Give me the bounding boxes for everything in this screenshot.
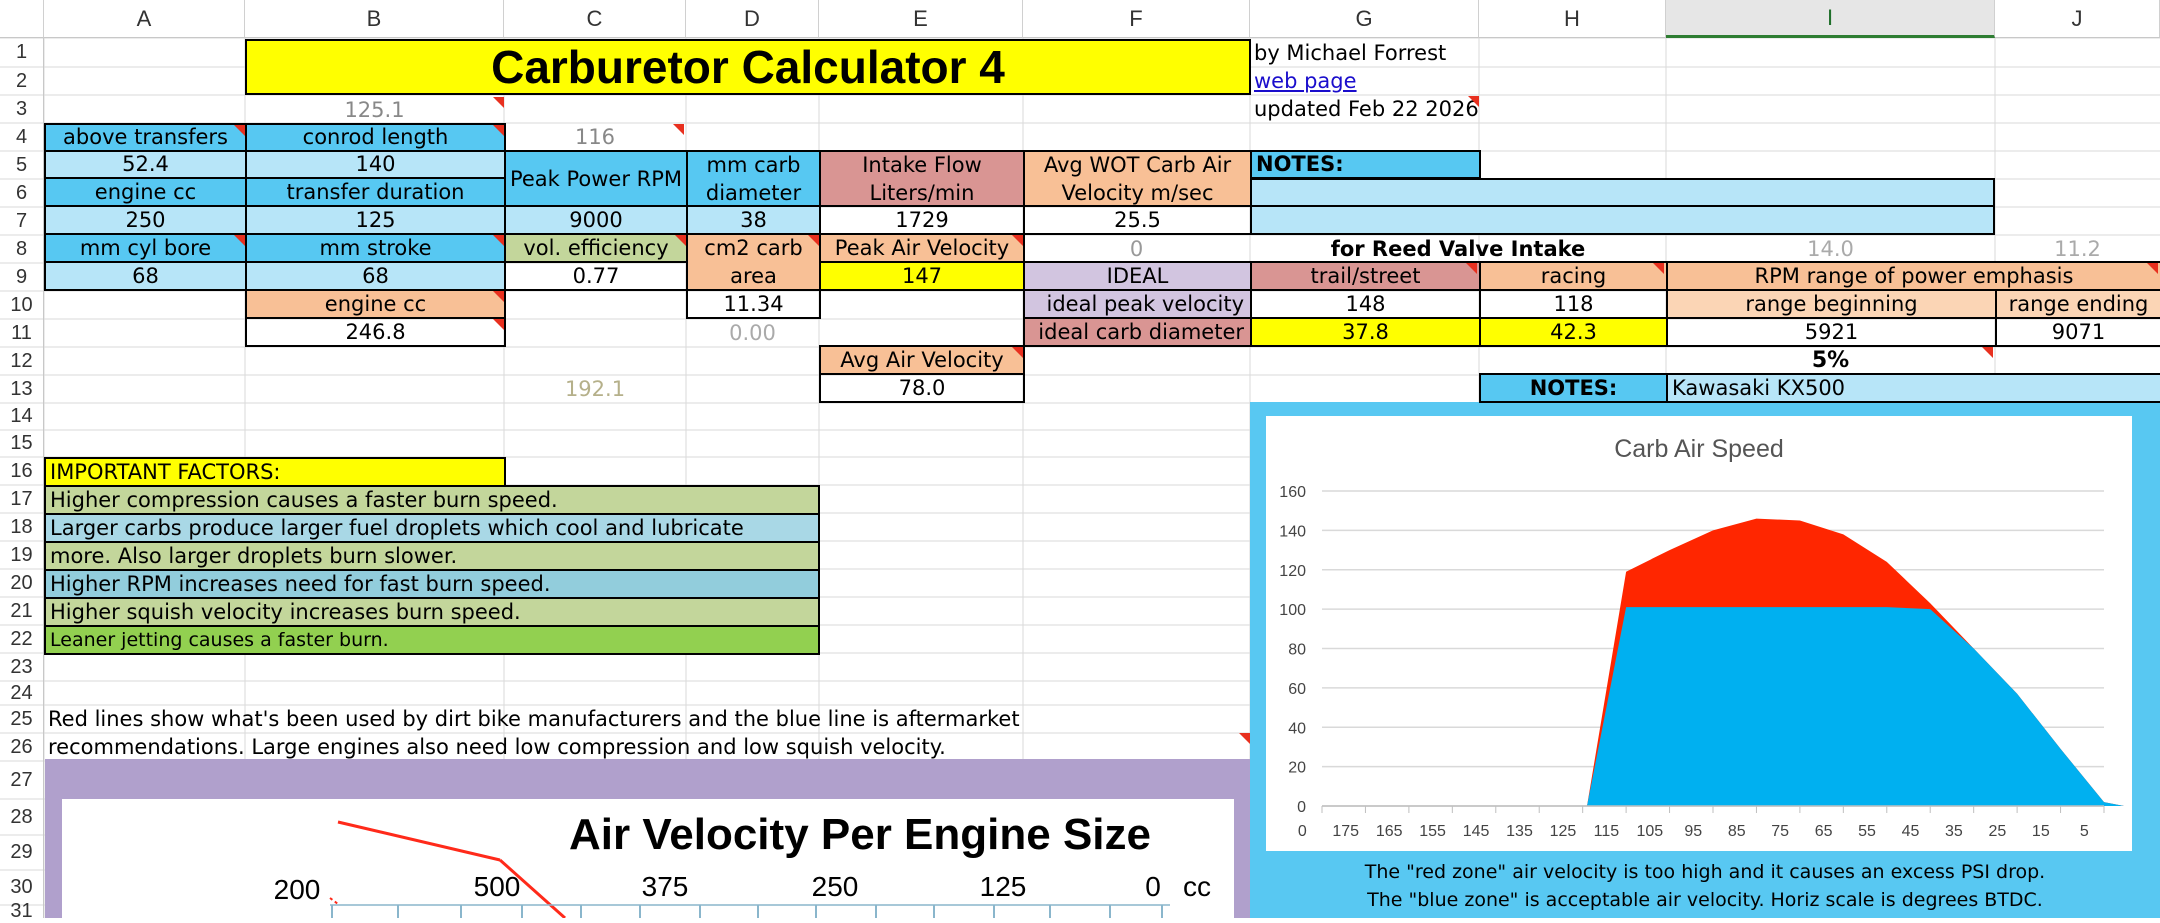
notes-value[interactable]: Kawasaki KX500 xyxy=(1666,373,2160,403)
label-ideal-peak-velocity: ideal peak velocity xyxy=(1023,289,1252,319)
row-header[interactable]: 18 xyxy=(0,513,44,541)
factor-item: more. Also larger droplets burn slower. xyxy=(44,541,820,571)
input-above-transfers[interactable]: 52.4 xyxy=(44,150,247,179)
chart-x-tick-label: 165 xyxy=(1375,823,1403,840)
input-cyl-bore[interactable]: 68 xyxy=(44,261,247,291)
chart-x-tick-label: 105 xyxy=(1636,823,1664,840)
label-ideal-carb-diameter: ideal carb diameter xyxy=(1023,317,1252,347)
row-header[interactable]: 20 xyxy=(0,569,44,597)
label-avg-wot-velocity: Avg WOT Carb Air Velocity m/sec xyxy=(1023,150,1252,207)
label-ideal: IDEAL xyxy=(1023,261,1252,291)
chart-y-tick-label: 160 xyxy=(1279,484,1306,501)
row-header[interactable]: 23 xyxy=(0,653,44,681)
row-header[interactable]: 30 xyxy=(0,870,44,905)
row-header[interactable]: 24 xyxy=(0,681,44,705)
label-intake-flow: Intake Flow Liters/min xyxy=(819,150,1025,207)
label-peak-power-rpm: Peak Power RPM xyxy=(504,150,688,207)
chart-x-tick-label: 75 xyxy=(1771,823,1790,840)
row-header[interactable]: 16 xyxy=(0,457,44,485)
chart-x-tick-label: 95 xyxy=(1684,823,1703,840)
value-j8: 11.2 xyxy=(2054,236,2101,261)
author-label: by Michael Forrest xyxy=(1254,40,1447,65)
row-header[interactable]: 26 xyxy=(0,733,44,761)
row-header[interactable]: 6 xyxy=(0,179,44,207)
row-header[interactable]: 25 xyxy=(0,705,44,733)
label-conrod-length: conrod length xyxy=(245,123,506,152)
row-header[interactable]: 22 xyxy=(0,625,44,653)
label-mm-cyl-bore: mm cyl bore xyxy=(44,233,247,263)
label-engine-cc: engine cc xyxy=(44,177,247,207)
label-range-beginning: range beginning xyxy=(1666,289,1997,319)
label-above-transfers: above transfers xyxy=(44,123,247,152)
row-header[interactable]: 28 xyxy=(0,799,44,835)
chart-x-tick-label: 55 xyxy=(1858,823,1876,840)
column-header-d[interactable]: D xyxy=(686,0,819,38)
chart-x-tick-label: 175 xyxy=(1332,823,1360,840)
chart-y-tick-label: 0 xyxy=(1297,799,1306,816)
value-engine-cc-calc: 246.8 xyxy=(245,317,506,347)
label-avg-air-velocity: Avg Air Velocity xyxy=(819,345,1025,375)
chart-x-tick-label: 0 xyxy=(1297,823,1307,840)
factor-item: Higher compression causes a faster burn speed. xyxy=(44,485,820,515)
value-peak-air-velocity: 147 xyxy=(819,261,1025,291)
row-header[interactable]: 11 xyxy=(0,319,44,347)
label-peak-air-velocity: Peak Air Velocity xyxy=(819,233,1025,263)
input-engine-cc[interactable]: 250 xyxy=(44,205,247,235)
chart-y-tick-label: 60 xyxy=(1288,680,1306,698)
chart-x-tick-label: 85 xyxy=(1727,823,1746,840)
notes-label-2: NOTES: xyxy=(1479,373,1668,403)
label-transfer-duration: transfer duration xyxy=(245,177,506,207)
chart-x-tick-label: 45 xyxy=(1901,823,1920,840)
input-transfer-duration[interactable]: 125 xyxy=(245,205,506,235)
row-header[interactable]: 8 xyxy=(0,235,44,263)
web-page-link[interactable]: web page xyxy=(1254,68,1357,93)
input-stroke[interactable]: 68 xyxy=(245,261,506,291)
velocity-chart-x-tick: 375 xyxy=(641,872,689,902)
column-header-i[interactable]: I xyxy=(1666,0,1995,38)
velocity-chart-y-label: 200 xyxy=(273,875,321,905)
updated-label: updated Feb 22 2026 xyxy=(1254,96,1479,121)
value-carb-area: 11.34 xyxy=(686,289,821,319)
column-header-f[interactable]: F xyxy=(1023,0,1250,38)
label-mm-stroke: mm stroke xyxy=(245,233,506,263)
select-all-corner[interactable] xyxy=(0,0,44,38)
velocity-chart-x-tick: 250 xyxy=(811,872,859,902)
value-trail-carb-diameter: 37.8 xyxy=(1250,317,1481,347)
row-header[interactable]: 13 xyxy=(0,375,44,403)
row-header[interactable]: 10 xyxy=(0,291,44,319)
input-carb-diameter[interactable]: 38 xyxy=(686,205,821,235)
row-header[interactable]: 12 xyxy=(0,347,44,375)
row-header[interactable]: 19 xyxy=(0,541,44,569)
column-header-c[interactable]: C xyxy=(504,0,686,38)
velocity-chart-x-tick: 125 xyxy=(979,872,1027,902)
chart-series-blue-zone xyxy=(1587,607,2124,806)
chart-y-tick-label: 140 xyxy=(1279,523,1306,541)
label-racing: racing xyxy=(1479,261,1668,291)
value-i8: 14.0 xyxy=(1807,236,1854,261)
input-vol-efficiency[interactable]: 0.77 xyxy=(504,261,688,291)
label-rpm-range: RPM range of power emphasis xyxy=(1666,261,2160,291)
chart-x-tick-label: 25 xyxy=(1988,823,2007,840)
value-avg-wot-velocity: 25.5 xyxy=(1023,205,1252,235)
velocity-chart-title: Air Velocity Per Engine Size xyxy=(569,810,1151,859)
label-mm-carb-diameter: mm carb diameter xyxy=(686,150,821,207)
value-avg-air-velocity: 78.0 xyxy=(819,373,1025,403)
label-engine-cc-calc: engine cc xyxy=(245,289,506,319)
chart-x-tick-label: 15 xyxy=(2031,823,2050,840)
row-header[interactable]: 17 xyxy=(0,485,44,513)
chart-y-tick-label: 120 xyxy=(1279,562,1306,580)
value-range-beginning: 5921 xyxy=(1666,317,1997,347)
row-header[interactable]: 31 xyxy=(0,905,44,918)
column-header-h[interactable]: H xyxy=(1479,0,1666,38)
column-header-e[interactable]: E xyxy=(819,0,1023,38)
row-header[interactable]: 7 xyxy=(0,207,44,235)
value-percent[interactable]: 5% xyxy=(1811,348,1850,373)
column-header-j[interactable]: J xyxy=(1995,0,2160,38)
chart-y-tick-label: 20 xyxy=(1288,759,1306,777)
value-intake-flow: 1729 xyxy=(819,205,1025,235)
factors-heading: IMPORTANT FACTORS: xyxy=(44,457,506,487)
row-header[interactable]: 1 xyxy=(0,38,44,67)
input-conrod-length[interactable]: 140 xyxy=(245,150,506,179)
chart-x-tick-label: 115 xyxy=(1593,823,1620,840)
factor-item: Higher RPM increases need for fast burn speed. xyxy=(44,569,820,599)
chart-caption: The "red zone" air velocity is too high and it causes an excess PSI drop. xyxy=(1364,860,2046,883)
footnote-line: recommendations. Large engines also need low compression and low squish velocity. xyxy=(48,734,946,759)
row-header[interactable]: 3 xyxy=(0,95,44,123)
input-peak-power-rpm[interactable]: 9000 xyxy=(504,205,688,235)
row-header[interactable]: 4 xyxy=(0,123,44,151)
value-c13: 192.1 xyxy=(564,376,626,401)
row-header[interactable]: 2 xyxy=(0,67,44,95)
row-header[interactable]: 21 xyxy=(0,597,44,625)
column-header-a[interactable]: A xyxy=(44,0,245,38)
footnote-line: Red lines show what's been used by dirt bike manufacturers and the blue line is aftermarket xyxy=(48,706,1020,731)
chart-y-tick-label: 80 xyxy=(1288,641,1306,659)
row-header[interactable]: 5 xyxy=(0,151,44,179)
value-trail-peak-velocity: 148 xyxy=(1250,289,1481,319)
label-cm2-carb-area: cm2 carb area xyxy=(686,233,821,291)
value-range-ending: 9071 xyxy=(1995,317,2160,347)
title-banner: Carburetor Calculator 4 xyxy=(245,39,1251,95)
value-b3[interactable]: 125.1 xyxy=(344,97,405,122)
factor-item: Higher squish velocity increases burn speed. xyxy=(44,597,820,627)
value-racing-peak-velocity: 118 xyxy=(1479,289,1668,319)
row-header[interactable]: 15 xyxy=(0,430,44,457)
chart-x-tick-label: 135 xyxy=(1506,823,1533,840)
row-header[interactable]: 27 xyxy=(0,761,44,799)
chart-y-tick-label: 40 xyxy=(1288,720,1306,738)
chart-caption: The "blue zone" is acceptable air velocity. Horiz scale is degrees BTDC. xyxy=(1367,888,2043,911)
value-c4[interactable]: 116 xyxy=(574,124,616,149)
chart-y-tick-label: 100 xyxy=(1279,602,1306,620)
value-f8: 0 xyxy=(1129,236,1144,261)
chart-x-tick-label: 5 xyxy=(2079,823,2089,840)
chart-x-tick-label: 65 xyxy=(1814,823,1833,840)
label-range-ending: range ending xyxy=(1995,289,2160,319)
velocity-chart-x-tick: 0 xyxy=(1145,872,1161,902)
column-header-g[interactable]: G xyxy=(1250,0,1479,38)
column-header-b[interactable]: B xyxy=(245,0,504,38)
value-d11: 0.00 xyxy=(729,320,776,345)
velocity-chart-x-unit: cc xyxy=(1183,872,1211,902)
row-header[interactable]: 14 xyxy=(0,403,44,430)
value-racing-carb-diameter: 42.3 xyxy=(1479,317,1668,347)
reed-valve-heading: for Reed Valve Intake xyxy=(1330,236,1586,261)
velocity-chart-x-tick: 500 xyxy=(473,872,521,902)
notes-label: NOTES: xyxy=(1250,150,1481,179)
label-vol-efficiency: vol. efficiency xyxy=(504,233,688,263)
factor-item: Leaner jetting causes a faster burn. xyxy=(44,625,820,655)
chart-title: Carb Air Speed xyxy=(1614,434,1784,463)
row-header[interactable]: 29 xyxy=(0,835,44,870)
label-trail-street: trail/street xyxy=(1250,261,1481,291)
chart-x-tick-label: 155 xyxy=(1419,823,1446,840)
factor-item: Larger carbs produce larger fuel droplets which cool and lubricate xyxy=(44,513,820,543)
chart-x-tick-label: 125 xyxy=(1549,823,1577,840)
chart-x-tick-label: 35 xyxy=(1945,823,1963,840)
row-header[interactable]: 9 xyxy=(0,263,44,291)
chart-x-tick-label: 145 xyxy=(1462,823,1490,840)
